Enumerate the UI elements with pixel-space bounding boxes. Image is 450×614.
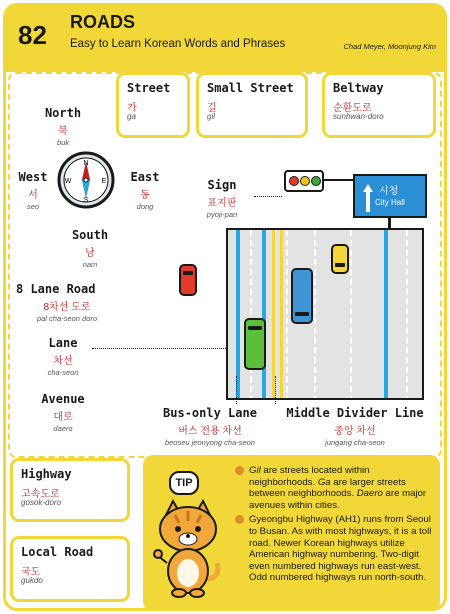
card-small-street-ko: 길 [207, 103, 217, 114]
label-divider-rom: jungang cha-seon [325, 438, 385, 447]
card-small-street-en: Small Street [207, 81, 294, 95]
label-divider-ko: 중앙 차선 [334, 426, 376, 437]
bullet-icon [235, 515, 244, 524]
label-west-rom: seo [26, 202, 40, 211]
card-street-rom: ga [127, 112, 136, 121]
label-lane [38, 336, 88, 377]
road-diagram [226, 228, 424, 400]
label-avenue [36, 392, 90, 433]
card-beltway [322, 72, 436, 138]
label-bus-lane-rom: beoseu jeonyong cha-seon [164, 438, 256, 447]
card-local-road-rom: gukdo [21, 576, 43, 585]
sign-board-en: City Hall [375, 198, 405, 207]
lane-marking [406, 230, 408, 400]
tip-text-2: Gyeongbu Highway (AH1) runs from Seoul to Busan. As with most highways, it is a toll road. Newer Korean highways utilize American highway numbering. Two-digit even numbered highways run east-west. Odd numbered highways run north-south. [249, 514, 432, 584]
label-north-rom: buk [56, 138, 70, 147]
label-west-ko: 서 [28, 190, 38, 201]
label-south-en: South [71, 228, 109, 242]
green-bus-icon [244, 318, 266, 370]
label-north [44, 106, 82, 147]
label-east-ko: 동 [140, 190, 150, 201]
label-sign-rom: pyoji-pan [206, 210, 238, 219]
label-north-ko: 북 [58, 126, 68, 137]
page-title: ROADS [70, 12, 136, 32]
red-light [289, 176, 299, 186]
label-avenue-ko: 대로 [53, 412, 73, 423]
bus-lane-pointer [236, 376, 237, 404]
median-line-left [272, 230, 275, 400]
card-street [116, 72, 190, 138]
label-bus-lane [150, 406, 270, 447]
divider-pointer [275, 376, 276, 404]
card-beltway-en: Beltway [333, 81, 384, 95]
label-south-rom: nam [82, 260, 98, 269]
tip-text-1d: are larger streets between neighborhoods. [249, 476, 406, 500]
label-lane-en: Lane [48, 336, 78, 350]
card-small-street-rom: gil [207, 112, 216, 121]
label-sign-en: Sign [207, 178, 237, 192]
card-beltway-rom: sunhwan-doro [333, 112, 384, 121]
compass-icon [56, 150, 116, 210]
label-eight-lane-ko: 8차선 도로 [43, 302, 91, 313]
yellow-light [300, 176, 310, 186]
page-subtitle: Easy to Learn Korean Words and Phrases [70, 38, 286, 50]
traffic-light-icon [284, 170, 324, 192]
median-line-right [280, 230, 283, 400]
green-light [311, 176, 321, 186]
card-highway [10, 458, 130, 522]
car-windshield [183, 271, 193, 275]
traffic-light-arm [322, 179, 354, 181]
lane-marking [350, 230, 352, 400]
bus-lane-line [262, 230, 266, 400]
tip-text [235, 465, 435, 587]
label-west-en: West [18, 170, 48, 184]
compass-letter-w: W [64, 178, 72, 185]
card-highway-ko: 고속도로 [21, 489, 60, 500]
tip-text-1f: are major avenues within cities. [249, 488, 427, 511]
label-sign-ko: 표지판 [207, 198, 237, 209]
sign-pointer [254, 196, 282, 197]
label-east [126, 170, 164, 211]
label-south-ko: 남 [85, 248, 95, 259]
lane-marking [286, 230, 288, 400]
label-bus-lane-ko: 버스 전용 차선 [178, 426, 242, 437]
tip-term-daero: Daero [356, 488, 383, 500]
lane-marking [314, 230, 316, 400]
car-windshield [335, 263, 345, 267]
card-local-road-ko: 국도 [21, 567, 41, 578]
compass-letter-e: E [101, 178, 107, 185]
tip-paragraph-1 [235, 465, 435, 511]
tip-badge: TIP [169, 471, 199, 495]
city-hall-sign [353, 174, 427, 218]
bus-windshield [295, 312, 309, 316]
card-local-road-en: Local Road [21, 545, 94, 559]
sign-board-ko: 시청 [379, 186, 399, 197]
tip-box [143, 455, 440, 611]
label-east-en: East [130, 170, 160, 184]
tip-term-gil: Gil [249, 465, 261, 476]
label-bus-lane-en: Bus-only Lane [163, 406, 257, 420]
card-street-en: Street [127, 81, 171, 95]
lane-pointer [92, 348, 226, 349]
compass-letter-s: S [83, 197, 89, 204]
red-car-icon [179, 264, 197, 296]
label-avenue-rom: daero [53, 424, 73, 433]
label-west [14, 170, 52, 211]
label-eight-lane-rom: pal cha-seon doro [36, 314, 98, 323]
yellow-car-icon [331, 244, 349, 274]
compass-letter-n: N [83, 160, 89, 167]
label-divider [280, 406, 430, 447]
bus-lane-line-left [236, 230, 240, 400]
bus-lane-line-right [384, 230, 388, 400]
card-beltway-ko: 순환도로 [333, 103, 372, 114]
lesson-number: 82 [18, 20, 47, 50]
up-arrow-icon [363, 184, 373, 212]
label-lane-ko: 차선 [53, 356, 73, 367]
label-eight-lane [16, 282, 118, 323]
bus-windshield [248, 326, 262, 330]
label-sign [190, 178, 254, 219]
card-highway-rom: gosok-doro [21, 498, 62, 507]
card-highway-en: Highway [21, 467, 72, 481]
bullet-icon [235, 466, 244, 475]
tip-term-ga: Ga [317, 476, 331, 488]
label-north-en: North [44, 106, 82, 120]
label-avenue-en: Avenue [41, 392, 85, 406]
card-small-street [196, 72, 308, 138]
blue-bus-icon [291, 268, 313, 324]
label-lane-rom: cha-seon [47, 368, 79, 377]
cat-mascot-icon [153, 499, 223, 599]
tip-text-1b: are streets located within neighborhoods. [249, 465, 370, 488]
label-east-rom: dong [136, 202, 154, 211]
header-bar [6, 6, 444, 72]
card-local-road [10, 536, 130, 602]
card-street-ko: 가 [127, 103, 137, 114]
authors: Chad Meyer, Moonjung Kim [343, 42, 436, 51]
label-south [68, 228, 112, 269]
label-eight-lane-en: 8 Lane Road [16, 282, 96, 296]
label-divider-en: Middle Divider Line [286, 406, 424, 420]
tip-paragraph-2 [235, 514, 435, 584]
lane-marking [250, 230, 252, 400]
